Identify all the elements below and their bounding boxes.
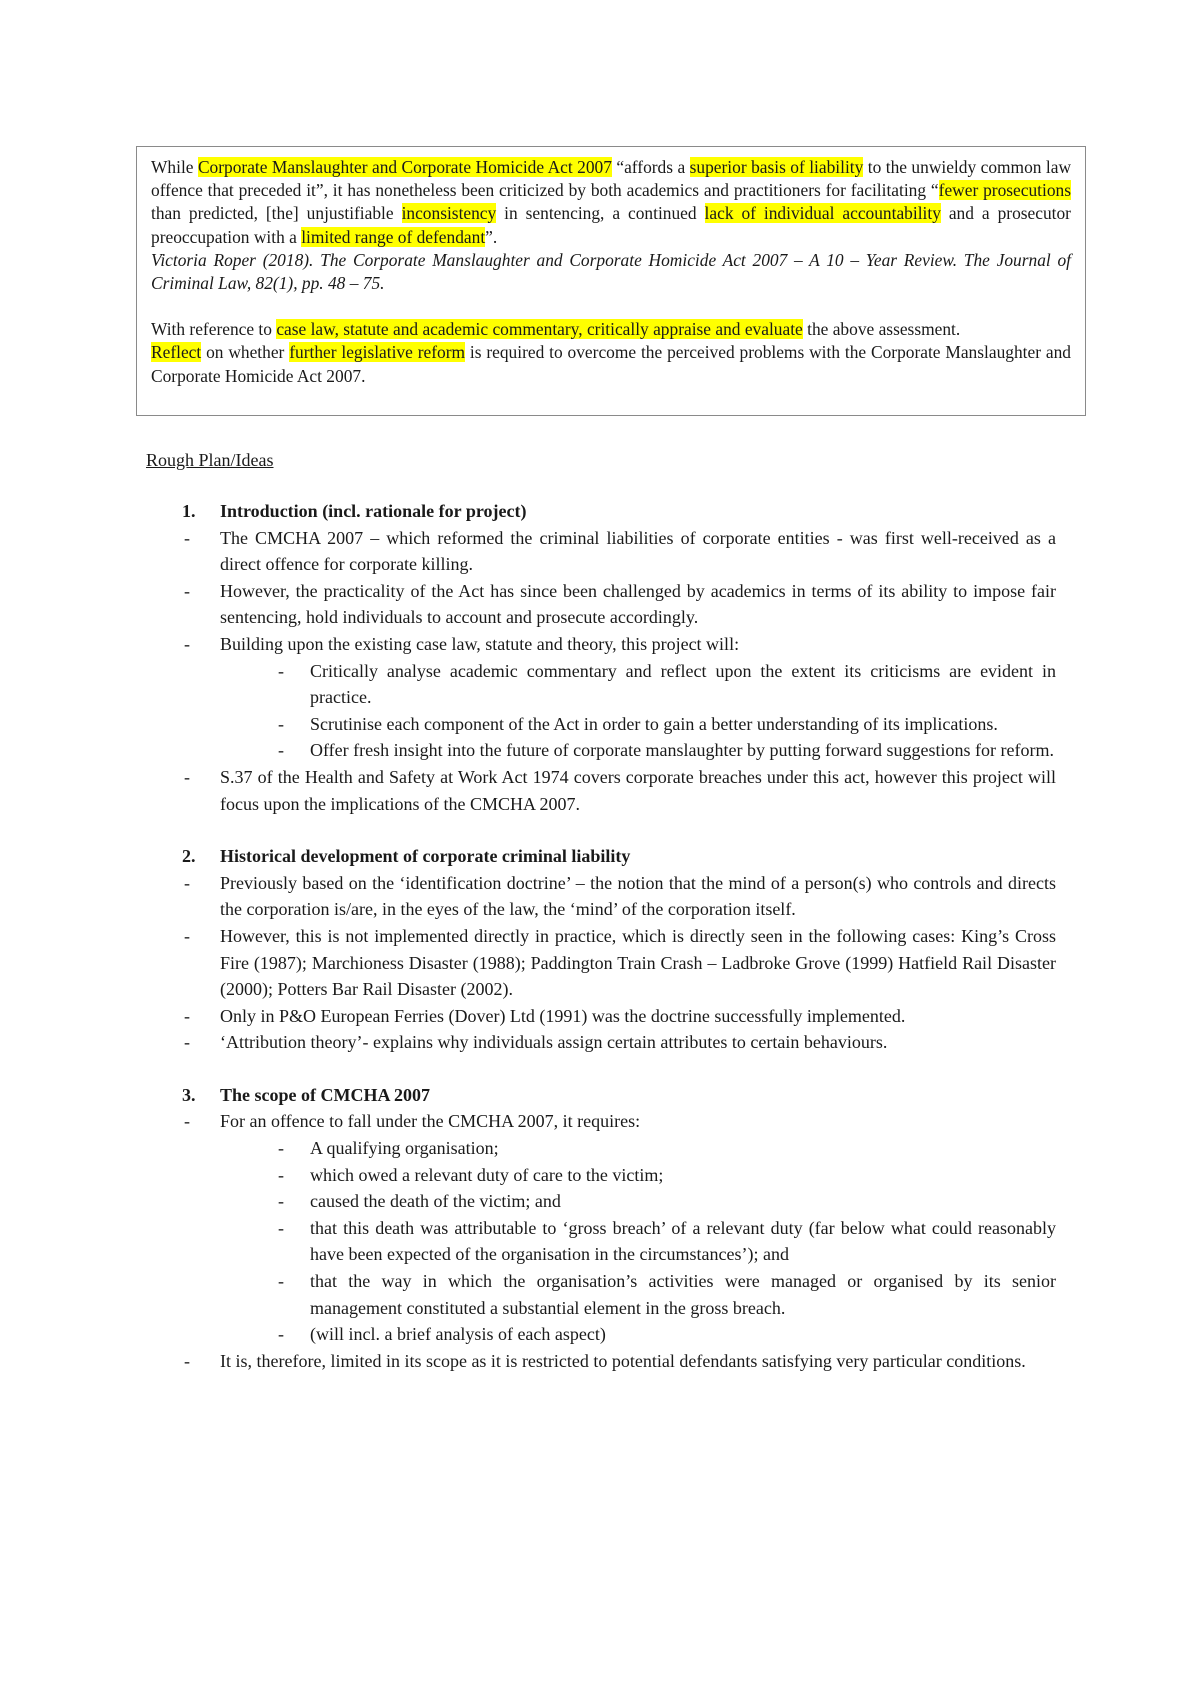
bullet-text: S.37 of the Health and Safety at Work Act 1974 covers corporate breaches under this act, however this project will focus upon the implications of the CMCHA 2007.	[220, 766, 1056, 814]
section-heading	[146, 1082, 1056, 1109]
dash-marker: -	[278, 660, 284, 681]
dash-marker: -	[184, 1111, 190, 1132]
bullet-text: The CMCHA 2007 – which reformed the criminal liabilities of corporate entities - was first well-received as a direct offence for corporate killing.	[220, 527, 1056, 575]
highlighted-text: fewer prosecutions	[938, 180, 1071, 201]
dash-marker: -	[184, 633, 190, 654]
text-run: on whether	[201, 342, 290, 363]
bullet-text: Previously based on the ‘identification doctrine’ – the notion that the mind of a person(s) who controls and directs the corporation is/are, in the eyes of the law, the ‘mind’ of the corporation itself.	[220, 872, 1056, 920]
highlighted-text: Reflect	[151, 342, 202, 363]
dash-marker: -	[278, 1191, 284, 1212]
section-spacer	[146, 817, 1056, 843]
bullet-text: Building upon the existing case law, statute and theory, this project will:	[220, 633, 740, 654]
section-title: Introduction (incl. rationale for project)	[220, 501, 527, 521]
text-run: to the unwieldy common law offence that preceded it”, it has nonetheless been criticized by both academics and practitioners for facilitating “	[151, 157, 1072, 201]
sub-bullet-item	[146, 1268, 1056, 1321]
dash-marker: -	[184, 925, 190, 946]
section-spacer	[146, 1056, 1056, 1082]
dash-marker: -	[184, 1005, 190, 1026]
text-run: “affords a	[611, 157, 690, 177]
dash-marker: -	[184, 527, 190, 548]
rough-plan	[146, 498, 1056, 1374]
task-paragraph	[151, 318, 1071, 341]
highlighted-text: superior basis of liability	[689, 157, 864, 177]
bullet-text: that this death was attributable to ‘gross breach’ of a relevant duty (far below what could reasonably have been expected of the organisation in the circumstances’); and	[310, 1217, 1056, 1265]
bullet-text: which owed a relevant duty of care to the victim;	[310, 1164, 664, 1185]
bullet-text: For an offence to fall under the CMCHA 2007, it requires:	[220, 1111, 641, 1132]
section-number: 1.	[182, 501, 196, 521]
dash-marker: -	[278, 1164, 284, 1185]
highlighted-text: inconsistency	[401, 203, 497, 224]
highlighted-text: lack of individual accountability	[704, 203, 941, 224]
bullet-item	[146, 1108, 1056, 1135]
bullet-text: However, the practicality of the Act has since been challenged by academics in terms of its ability to impose fair sentencing, hold individuals to account and prosecute accordingly.	[220, 580, 1056, 628]
highlighted-text: case law, statute and academic commentary, critically appraise and evaluate	[276, 319, 803, 340]
bullet-text: (will incl. a brief analysis of each aspect)	[310, 1324, 606, 1345]
bullet-item	[146, 923, 1056, 1003]
bullet-item	[146, 1348, 1056, 1375]
text-run: than predicted, [the] unjustifiable	[151, 203, 402, 224]
text-run: ”.	[485, 226, 498, 247]
bullet-text: However, this is not implemented directly in practice, which is directly seen in the following cases: King’s Cross Fire (1987); Marchioness Disaster (1988); Paddington Train Crash – Ladbroke Grove (1999) Hatfield Rail Disaster (2000); Potters Bar Rail Disaster (2002).	[220, 925, 1056, 1000]
highlighted-text: Corporate Manslaughter and Corporate Homicide Act 2007	[197, 157, 612, 177]
bullet-item	[146, 631, 1056, 658]
dash-marker: -	[184, 766, 190, 787]
bullet-text: A qualifying organisation;	[310, 1138, 499, 1159]
bullet-text: that the way in which the organisation’s activities were managed or organised by its senior management constituted a substantial element in the gross breach.	[310, 1271, 1056, 1318]
bullet-text: It is, therefore, limited in its scope as it is restricted to potential defendants satisfying very particular conditions.	[220, 1350, 1026, 1371]
dash-marker: -	[184, 1350, 190, 1371]
dash-marker: -	[184, 580, 190, 601]
sub-bullet-item	[146, 1188, 1056, 1215]
paragraph-gap	[151, 295, 1071, 318]
citation: Victoria Roper (2018). The Corporate Manslaughter and Corporate Homicide Act 2007 – A 10 – Year Review. The Journal of Criminal Law, 82(1), pp. 48 – 75.	[151, 249, 1071, 294]
sub-bullet-item	[146, 658, 1056, 711]
highlighted-text: further legislative reform	[289, 342, 466, 363]
sub-bullet-item	[146, 737, 1056, 764]
bullet-item	[146, 1003, 1056, 1030]
bullet-text: ‘Attribution theory’- explains why individuals assign certain attributes to certain behaviours.	[220, 1032, 888, 1053]
sub-bullet-item	[146, 1135, 1056, 1162]
bullet-text: Critically analyse academic commentary and reflect upon the extent its criticisms are evident in practice.	[310, 660, 1056, 708]
section-heading	[146, 843, 1056, 870]
text-run: and a prosecutor preoccupation with a	[151, 203, 1071, 247]
dash-marker: -	[278, 1271, 284, 1292]
dash-marker: -	[278, 1324, 284, 1345]
dash-marker: -	[278, 740, 284, 761]
bullet-item	[146, 525, 1056, 578]
dash-marker: -	[278, 1217, 284, 1238]
text-run: is required to overcome the perceived problems with the Corporate Manslaughter and Corporate Homicide Act 2007.	[151, 342, 1071, 386]
section-title: Historical development of corporate criminal liability	[220, 846, 631, 867]
section-number: 2.	[182, 846, 196, 867]
essay-question-box	[136, 146, 1086, 416]
plan-title: Rough Plan/Ideas	[146, 450, 274, 470]
bullet-text: Offer fresh insight into the future of corporate manslaughter by putting forward suggestions for reform.	[310, 740, 1054, 761]
text-run: the above assessment.	[802, 319, 961, 340]
sub-bullet-item	[146, 711, 1056, 738]
section-title: The scope of CMCHA 2007	[220, 1084, 430, 1105]
bullet-item	[146, 578, 1056, 631]
bullet-item	[146, 1029, 1056, 1056]
dash-marker: -	[278, 713, 284, 734]
question-paragraph	[151, 156, 1071, 249]
highlighted-text: limited range of defendant	[301, 226, 486, 247]
bullet-text: Only in P&O European Ferries (Dover) Ltd (1991) was the doctrine successfully implemented.	[220, 1005, 906, 1026]
sub-bullet-item	[146, 1162, 1056, 1189]
bullet-text: Scrutinise each component of the Act in order to gain a better understanding of its implications.	[310, 713, 998, 734]
dash-marker: -	[184, 1032, 190, 1053]
dash-marker: -	[278, 1138, 284, 1159]
reflect-paragraph	[151, 341, 1071, 387]
bullet-item	[146, 870, 1056, 923]
text-run: With reference to	[151, 319, 277, 340]
sub-bullet-item	[146, 1215, 1056, 1268]
bullet-item	[146, 764, 1056, 817]
section-heading	[146, 498, 1056, 525]
text-run: While	[151, 157, 198, 177]
bullet-text: caused the death of the victim; and	[310, 1191, 561, 1212]
dash-marker: -	[184, 872, 190, 893]
section-number: 3.	[182, 1084, 196, 1105]
text-run: in sentencing, a continued	[496, 203, 705, 224]
sub-bullet-item	[146, 1321, 1056, 1348]
